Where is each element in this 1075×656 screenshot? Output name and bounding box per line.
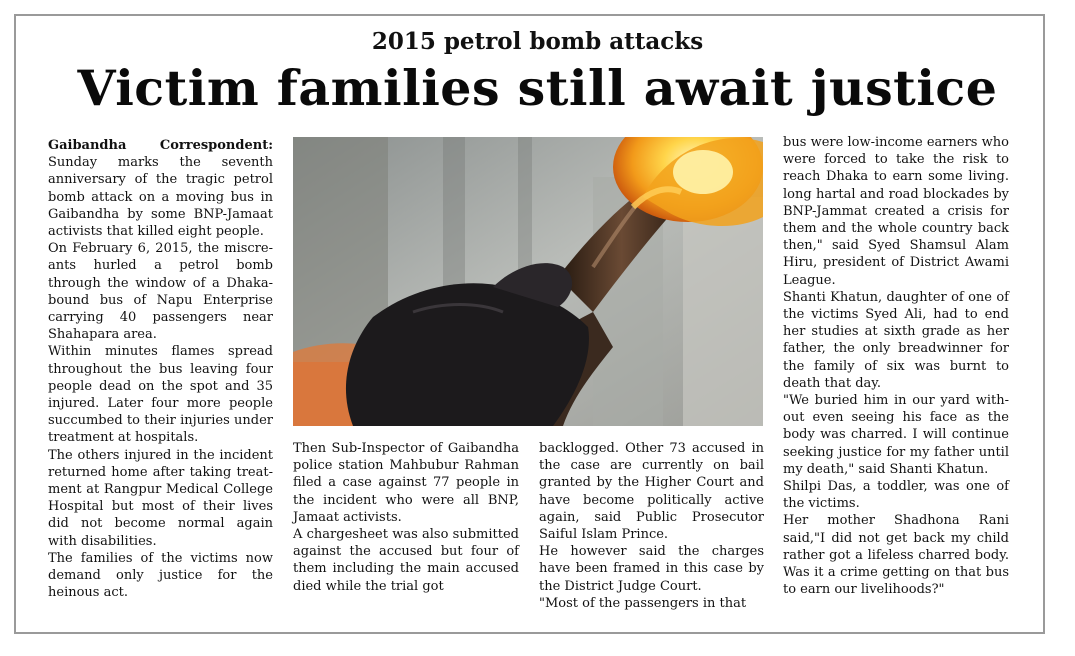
article-paragraph: The families of the victims now demand only justice for the heinous act.: [48, 550, 273, 601]
article-paragraph: On February 6, 2015, the miscreants hurled a petrol bomb through the window of a Dhakabound bus of Napu Enterprise carrying 40 passengers near Shahapara area.: [48, 241, 273, 343]
article-paragraph: The others injured in the incident returned home after taking treatment at Rangpur Medical College Hospital but most of their lives did not become normal again with disabilities.: [48, 447, 273, 549]
paragraph-text: Sunday marks the seventh anniversary of the tragic petrol bomb attack on a moving bus in Gaibandha by some BNP-Jamaat activists that killed eight people.: [48, 155, 273, 240]
article-paragraph: "We buried him in our yard without even seeing his face as the body was charred. I will continue seeking justice for my father until my death," said Shanti Khatun.: [783, 393, 1009, 477]
article-paragraph: backlogged. Other 73 accused in the case are currently on bail granted by the Higher Court and have become politically active again, said Public Prosecutor Saiful Islam Prince.: [539, 441, 764, 543]
article-paragraph: He however said the charges have been framed in this case by the District Judge Court.: [539, 544, 764, 594]
article-paragraph: bus were low-income earners who were forced to take the risk to reach Dhaka to earn some living. long hartal and road blockades by BNP-Jammat created a crisis for them and the whole country back then," said Syed Shamsul Alam Hiru, president of District Awami League.: [783, 135, 1009, 288]
article-column-4: [783, 134, 1009, 598]
petrol-bomb-photo-icon: [293, 137, 763, 426]
article-column-2: [293, 440, 519, 595]
article-column-1: [48, 137, 273, 601]
article-paragraph: Then Sub-Inspector of Gaibandha police station Mahbubur Rahman filed a case against 77 people in the incident who were all BNP, Jamaat activists.: [293, 441, 519, 525]
article-paragraph: Shilpi Das, a toddler, was one of the victims.: [783, 479, 1009, 512]
article-paragraph: Within minutes flames spread throughout the bus leaving four people dead on the spot and 35 injured. Later four more people succumbed to their injuries under treatment at hospitals.: [48, 344, 273, 446]
article-paragraph: Her mother Shadhona Rani said,"I did not get back my child rather got a lifeless charred body. Was it a crime getting on that bus to earn our livelihoods?": [783, 513, 1009, 598]
article-kicker: 2015 petrol bomb attacks: [371, 28, 704, 55]
article-paragraph: Shanti Khatun, daughter of one of the victims Syed Ali, had to end her studies at sixth grade as her father, the only breadwinner for the family of six was burnt to death that day.: [783, 289, 1009, 391]
article-paragraph: [48, 137, 273, 240]
petrol-bomb-photo: [293, 137, 763, 426]
article-headline: Victim families still await justice: [77, 59, 998, 117]
article-paragraph: "Most of the passengers in that: [539, 595, 747, 611]
article-column-3: [539, 440, 764, 612]
article-paragraph: A chargesheet was also submitted against the accused but four of them including the main accused died while the trial got: [293, 527, 519, 594]
article-byline: Gaibandha Correspondent:: [48, 138, 273, 153]
